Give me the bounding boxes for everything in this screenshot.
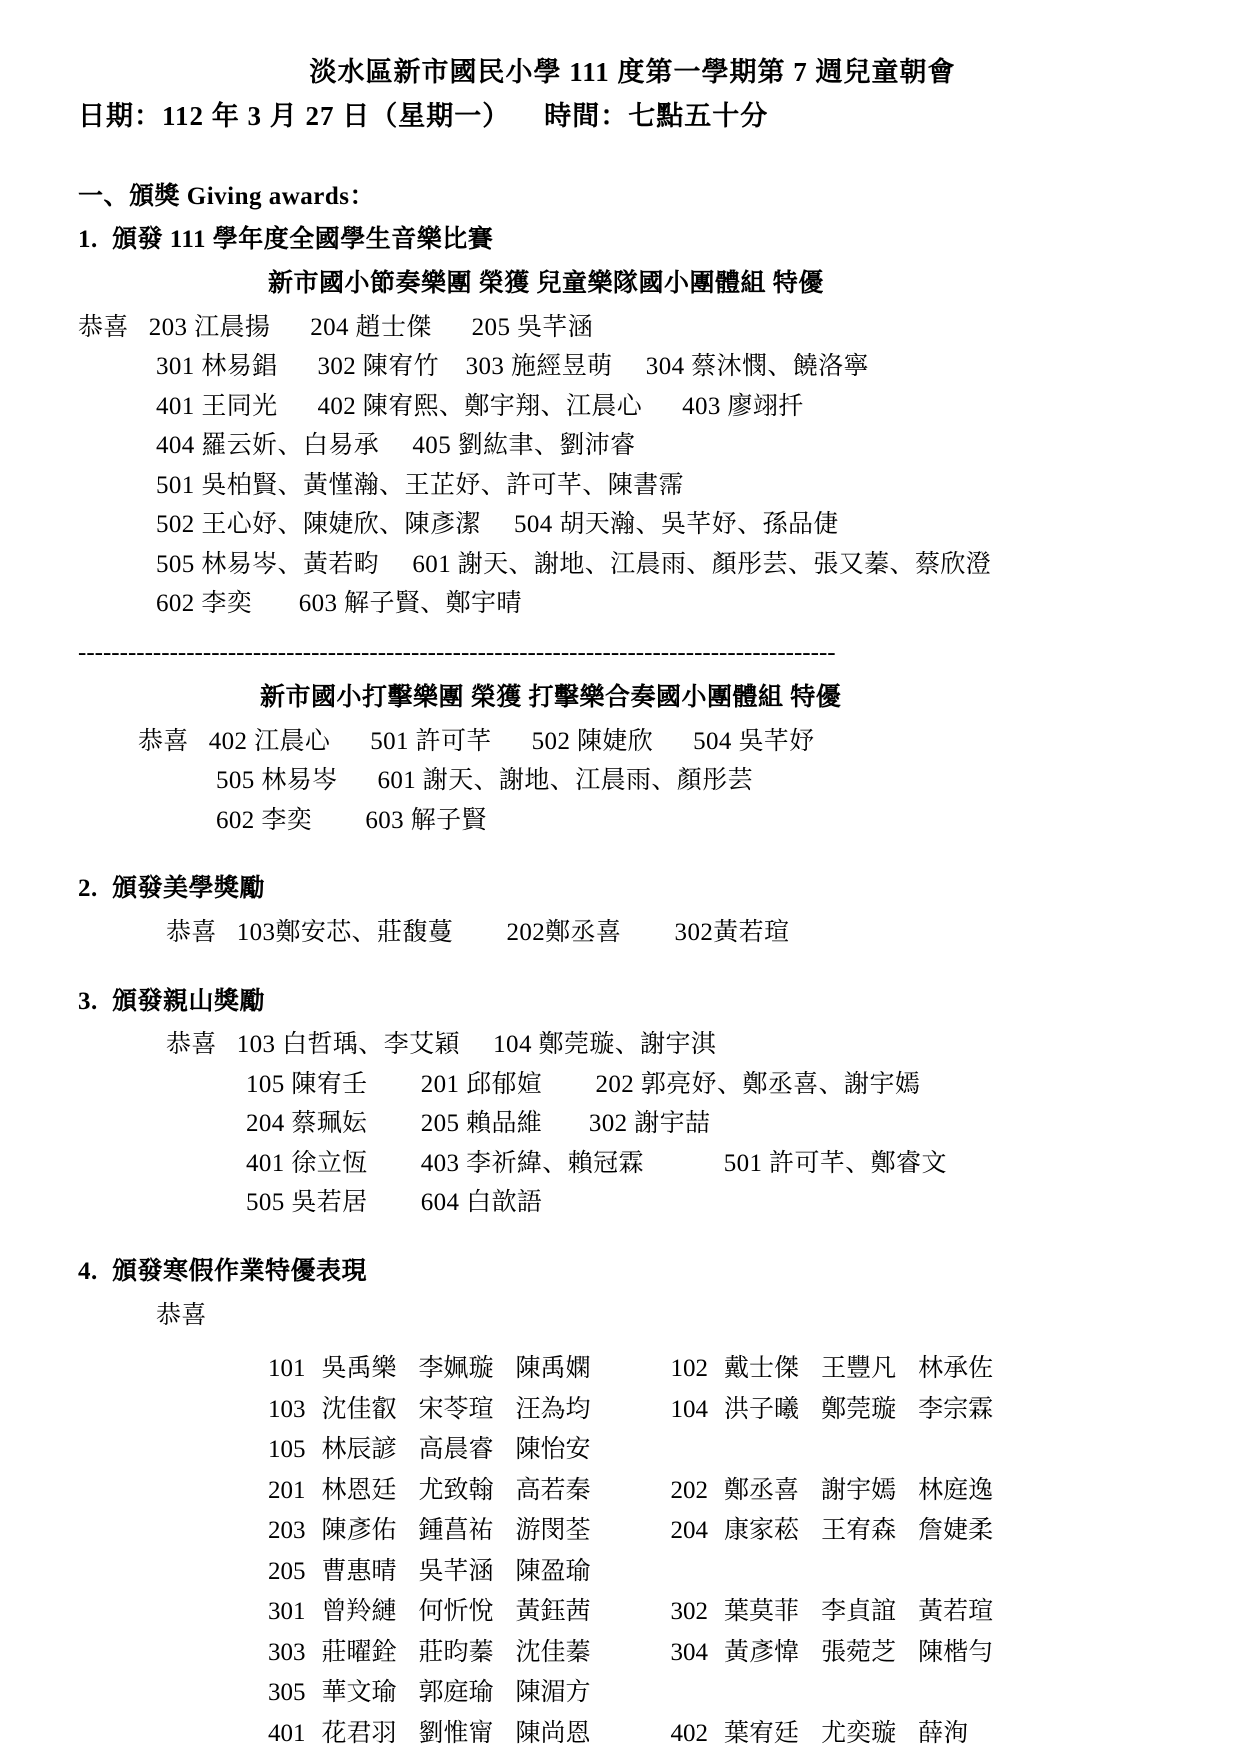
meeting-date: 日期：112 年 3 月 27 日（星期一） xyxy=(78,100,511,131)
student-name: 李姵璇 xyxy=(418,1355,494,1383)
student-name xyxy=(724,1552,821,1593)
class-number: 303 xyxy=(268,1638,306,1666)
table-row xyxy=(268,1430,1015,1471)
class-number: 205 xyxy=(268,1557,306,1585)
class-number: 302 xyxy=(670,1598,709,1626)
item-2-heading xyxy=(78,870,1163,909)
student-name: 吳芊涵 xyxy=(418,1557,494,1585)
student-name: 謝宇嫣 xyxy=(821,1476,897,1504)
student-name: 葉莫菲 xyxy=(724,1598,800,1626)
student-name: 花君羽 xyxy=(321,1719,397,1747)
student-name xyxy=(821,1552,918,1593)
award-1a-line: 602 李奕 603 解子賢、鄭宇晴 xyxy=(156,590,522,618)
student-name xyxy=(821,1673,918,1714)
student-name xyxy=(724,1430,821,1471)
class-number: 101 xyxy=(268,1355,306,1383)
student-name: 郭庭瑜 xyxy=(418,1679,494,1707)
award-1a-title: 新市國小節奏樂團 榮獲 兒童樂隊國小團體組 特優 xyxy=(268,269,824,297)
item-3-line: 恭喜 103 白哲瑀、李艾穎 104 鄭莞璇、謝宇淇 xyxy=(166,1031,717,1059)
spacer xyxy=(78,840,1163,870)
class-number: 103 xyxy=(268,1395,306,1423)
student-name: 高晨睿 xyxy=(418,1436,494,1464)
student-name: 詹婕柔 xyxy=(918,1517,994,1545)
student-name: 陳彥佑 xyxy=(321,1517,397,1545)
item-2-line: 恭喜 103鄭安芯、莊馥蔓 202鄭丞喜 302黃若瑄 xyxy=(166,919,790,947)
student-name: 陳禹嫻 xyxy=(515,1355,591,1383)
column-gap xyxy=(613,1633,671,1674)
table-row xyxy=(268,1552,1015,1593)
student-name: 葉宥廷 xyxy=(724,1719,800,1747)
student-name: 何忻悅 xyxy=(418,1598,494,1626)
student-name: 曾羚縺 xyxy=(321,1598,397,1626)
student-name: 林辰諺 xyxy=(321,1436,397,1464)
table-row xyxy=(268,1633,1015,1674)
student-name: 沈佳蓁 xyxy=(515,1638,591,1666)
item-1-heading xyxy=(78,221,1163,260)
column-gap xyxy=(613,1390,671,1431)
student-name: 林承佐 xyxy=(918,1355,994,1383)
student-name: 洪子曦 xyxy=(724,1395,800,1423)
item-3-line: 204 蔡珮妘 205 賴品維 302 謝宇喆 xyxy=(246,1110,711,1138)
award-1a-line: 404 羅云妡、白易承 405 劉紘聿、劉沛睿 xyxy=(156,432,636,460)
class-number xyxy=(671,1430,725,1471)
item-3-title: 頒發親山獎勵 xyxy=(112,987,266,1015)
student-name: 黃若瑄 xyxy=(918,1598,994,1626)
student-name: 鍾菖祐 xyxy=(418,1517,494,1545)
item-4-congrats: 恭喜 xyxy=(156,1301,207,1329)
item-1-index: 1. xyxy=(78,226,98,254)
column-gap xyxy=(613,1349,671,1390)
homework-awards-table xyxy=(268,1349,1015,1754)
student-name: 戴士傑 xyxy=(724,1355,800,1383)
student-name: 游閔荃 xyxy=(515,1517,591,1545)
spacer xyxy=(78,953,1163,983)
class-number: 201 xyxy=(268,1476,306,1504)
item-3-line: 505 吳若居 604 白歆語 xyxy=(246,1189,543,1217)
column-gap xyxy=(613,1471,671,1512)
student-name: 陳怡安 xyxy=(515,1436,591,1464)
student-name xyxy=(918,1673,1015,1714)
student-name: 鄭丞喜 xyxy=(724,1476,800,1504)
student-name xyxy=(724,1673,821,1714)
class-number: 401 xyxy=(268,1719,306,1747)
student-name: 康家菘 xyxy=(724,1517,800,1545)
column-gap xyxy=(613,1714,671,1755)
spacer xyxy=(78,1223,1163,1253)
class-number: 301 xyxy=(268,1598,306,1626)
award-1a-line: 501 吳柏賢、黃慬瀚、王芷妤、許可芊、陳書霈 xyxy=(156,471,684,499)
class-number: 305 xyxy=(268,1679,306,1707)
award-1b-line: 505 林易岑 601 謝天、謝地、江晨雨、顏彤芸 xyxy=(216,767,754,795)
item-1-title: 頒發 111 學年度全國學生音樂比賽 xyxy=(112,226,494,254)
class-number: 202 xyxy=(670,1476,709,1504)
item-3-heading xyxy=(78,983,1163,1022)
student-name: 李宗霖 xyxy=(918,1395,994,1423)
column-gap xyxy=(613,1552,671,1593)
student-name: 王豐凡 xyxy=(821,1355,897,1383)
student-name: 尤致翰 xyxy=(418,1476,494,1504)
student-name: 曹惠晴 xyxy=(321,1557,397,1585)
column-gap xyxy=(613,1511,671,1552)
student-name xyxy=(918,1430,1015,1471)
student-name: 李貞誼 xyxy=(821,1598,897,1626)
class-number: 102 xyxy=(670,1355,709,1383)
student-name: 高若秦 xyxy=(515,1476,591,1504)
table-row xyxy=(268,1511,1015,1552)
award-1a-line: 301 林易錩 302 陳宥竹 303 施經昱萌 304 蔡沐憫、饒洛寧 xyxy=(156,353,869,381)
student-name: 宋苓瑄 xyxy=(418,1395,494,1423)
item-2-title: 頒發美學獎勵 xyxy=(112,875,266,903)
meeting-meta xyxy=(78,95,1163,138)
student-name: 沈佳叡 xyxy=(321,1395,397,1423)
student-name: 陳楷勻 xyxy=(918,1638,994,1666)
student-name: 華文瑜 xyxy=(321,1679,397,1707)
student-name: 黃鈺茜 xyxy=(515,1598,591,1626)
table-row xyxy=(268,1714,1015,1755)
meeting-time: 時間：七點五十分 xyxy=(544,100,769,131)
page-title: 淡水區新市國民小學 111 度第一學期第 7 週兒童朝會 xyxy=(309,57,956,87)
class-number xyxy=(671,1673,725,1714)
student-name xyxy=(918,1552,1015,1593)
table-row xyxy=(268,1349,1015,1390)
student-name: 莊曜銓 xyxy=(321,1638,397,1666)
table-row xyxy=(268,1592,1015,1633)
table-row xyxy=(268,1390,1015,1431)
item-2-index: 2. xyxy=(78,875,98,903)
table-row xyxy=(268,1471,1015,1512)
student-name: 陳尚恩 xyxy=(515,1719,591,1747)
student-name: 陳盈瑜 xyxy=(515,1557,591,1585)
award-1a-line: 502 王心妤、陳婕欣、陳彥潔 504 胡天瀚、吳芊妤、孫品倢 xyxy=(156,511,839,539)
student-name: 王宥森 xyxy=(821,1517,897,1545)
student-name: 陳湄方 xyxy=(515,1679,591,1707)
award-1b-line: 602 李奕 603 解子賢 xyxy=(216,806,487,834)
item-4-heading xyxy=(78,1253,1163,1292)
class-number: 104 xyxy=(670,1395,709,1423)
student-name: 尤奕璇 xyxy=(821,1719,897,1747)
section-divider: ------------------------------------------------------------------------------------------- xyxy=(78,638,836,666)
student-name: 劉惟甯 xyxy=(418,1719,494,1747)
column-gap xyxy=(613,1673,671,1714)
student-name: 汪為均 xyxy=(515,1395,591,1423)
class-number: 204 xyxy=(670,1517,709,1545)
item-3-line: 105 陳宥壬 201 邱郁媗 202 郭亮妤、鄭丞喜、謝宇嫣 xyxy=(246,1070,921,1098)
award-1b-title: 新市國小打擊樂團 榮獲 打擊樂合奏國小團體組 特優 xyxy=(260,683,842,711)
award-1a-line: 505 林易岑、黃若畇 601 謝天、謝地、江晨雨、顏彤芸、張又蓁、蔡欣澄 xyxy=(156,550,992,578)
class-number: 203 xyxy=(268,1517,306,1545)
class-number: 105 xyxy=(268,1436,306,1464)
student-name: 張菀芝 xyxy=(821,1638,897,1666)
student-name: 林恩廷 xyxy=(321,1476,397,1504)
award-1a-line: 401 王同光 402 陳宥熙、鄭宇翔、江晨心 403 廖翊扦 xyxy=(156,392,804,420)
table-row xyxy=(268,1673,1015,1714)
award-1a-line: 恭喜 203 江晨揚 204 趙士傑 205 吳芊涵 xyxy=(78,313,594,341)
section-heading-giving-awards: 一、頒獎 Giving awards： xyxy=(78,182,376,210)
student-name xyxy=(821,1430,918,1471)
student-name: 黃彥愇 xyxy=(724,1638,800,1666)
student-name: 鄭莞璇 xyxy=(821,1395,897,1423)
item-3-index: 3. xyxy=(78,987,98,1015)
student-name: 吳禹樂 xyxy=(321,1355,397,1383)
column-gap xyxy=(613,1592,671,1633)
item-4-title: 頒發寒假作業特優表現 xyxy=(112,1257,368,1285)
class-number: 304 xyxy=(670,1638,709,1666)
class-number: 402 xyxy=(670,1719,709,1747)
student-name: 莊昀蓁 xyxy=(418,1638,494,1666)
column-gap xyxy=(613,1430,671,1471)
class-number xyxy=(671,1552,725,1593)
item-3-line: 401 徐立恆 403 李祈緯、賴冠霖 501 許可芊、鄭睿文 xyxy=(246,1149,947,1177)
award-1b-line: 恭喜 402 江晨心 501 許可芊 502 陳婕欣 504 吳芊妤 xyxy=(138,727,815,755)
student-name: 林庭逸 xyxy=(918,1476,994,1504)
item-4-index: 4. xyxy=(78,1257,98,1285)
student-name: 薛洵 xyxy=(918,1719,969,1747)
